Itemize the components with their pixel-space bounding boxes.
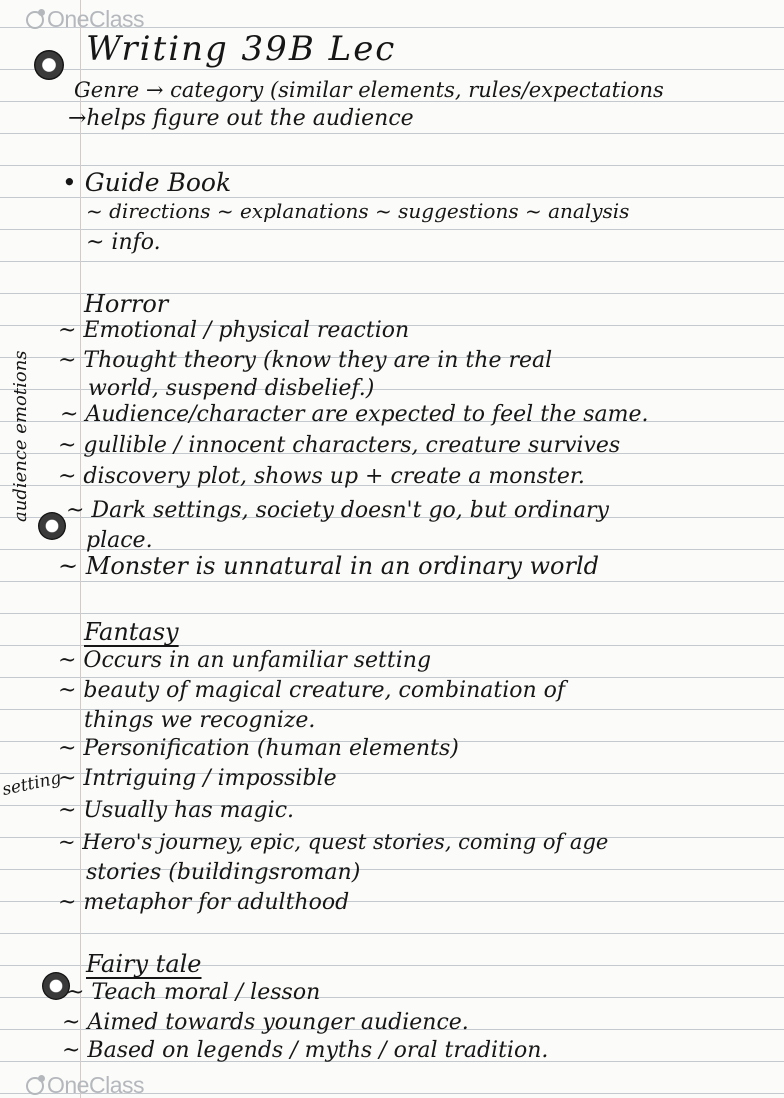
fairy-tale-line-1: ~ Teach moral / lesson <box>66 980 321 1005</box>
oneclass-logo-icon <box>26 11 44 29</box>
fairy-tale-line-3: ~ Based on legends / myths / oral tradition. <box>62 1038 549 1063</box>
fantasy-heading: Fantasy <box>84 618 179 646</box>
guide-book-line-2: ~ info. <box>86 230 161 255</box>
horror-line-2: ~ Thought theory (know they are in the real <box>58 348 553 373</box>
watermark-brand-text: OneClass <box>47 6 144 32</box>
horror-line-7: ~ Dark settings, society doesn't go, but ordinary <box>66 498 609 523</box>
horror-line-4: ~ Audience/character are expected to feel the same. <box>60 402 649 427</box>
binder-hole-top <box>34 50 64 80</box>
fairy-tale-heading: Fairy tale <box>86 950 202 978</box>
genre-definition: Genre → category (similar elements, rules/expectations <box>74 78 664 102</box>
watermark-bottom <box>26 1072 144 1098</box>
fantasy-line-2: ~ beauty of magical creature, combination of <box>58 678 566 703</box>
fantasy-line-7: ~ Hero's journey, epic, quest stories, coming of age <box>58 830 609 854</box>
horror-line-6: ~ discovery plot, shows up + create a monster. <box>58 464 585 489</box>
fantasy-line-9: ~ metaphor for adulthood <box>58 890 350 915</box>
fantasy-line-4: ~ Personification (human elements) <box>58 736 459 761</box>
page-title: Writing 39B Lec <box>86 29 397 69</box>
oneclass-logo-icon <box>26 1077 44 1095</box>
fantasy-line-5: ~ Intriguing / impossible <box>58 766 337 791</box>
horror-line-1: ~ Emotional / physical reaction <box>58 318 410 343</box>
fantasy-side-note: setting <box>0 768 64 801</box>
horror-heading: Horror <box>84 290 169 318</box>
guide-book-line-1: ~ directions ~ explanations ~ suggestions ~ analysis <box>86 199 630 223</box>
fantasy-line-8: stories (buildingsroman) <box>86 860 361 885</box>
fantasy-line-3: things we recognize. <box>84 708 316 733</box>
horror-side-note: audience emotions <box>10 350 31 522</box>
fantasy-line-6: ~ Usually has magic. <box>58 798 295 823</box>
horror-line-8: place. <box>86 528 153 553</box>
margin-line <box>80 0 81 1098</box>
horror-line-3: world, suspend disbelief.) <box>88 376 375 401</box>
guide-book-heading: • Guide Book <box>62 168 232 197</box>
binder-hole-middle <box>38 512 66 540</box>
horror-line-5: ~ gullible / innocent characters, creature survives <box>58 433 621 458</box>
watermark-brand-text: OneClass <box>47 1072 144 1098</box>
horror-line-9: ~ Monster is unnatural in an ordinary world <box>58 552 600 580</box>
genre-audience-note: →helps figure out the audience <box>68 106 414 131</box>
fantasy-line-1: ~ Occurs in an unfamiliar setting <box>58 648 432 673</box>
fairy-tale-line-2: ~ Aimed towards younger audience. <box>62 1010 469 1035</box>
